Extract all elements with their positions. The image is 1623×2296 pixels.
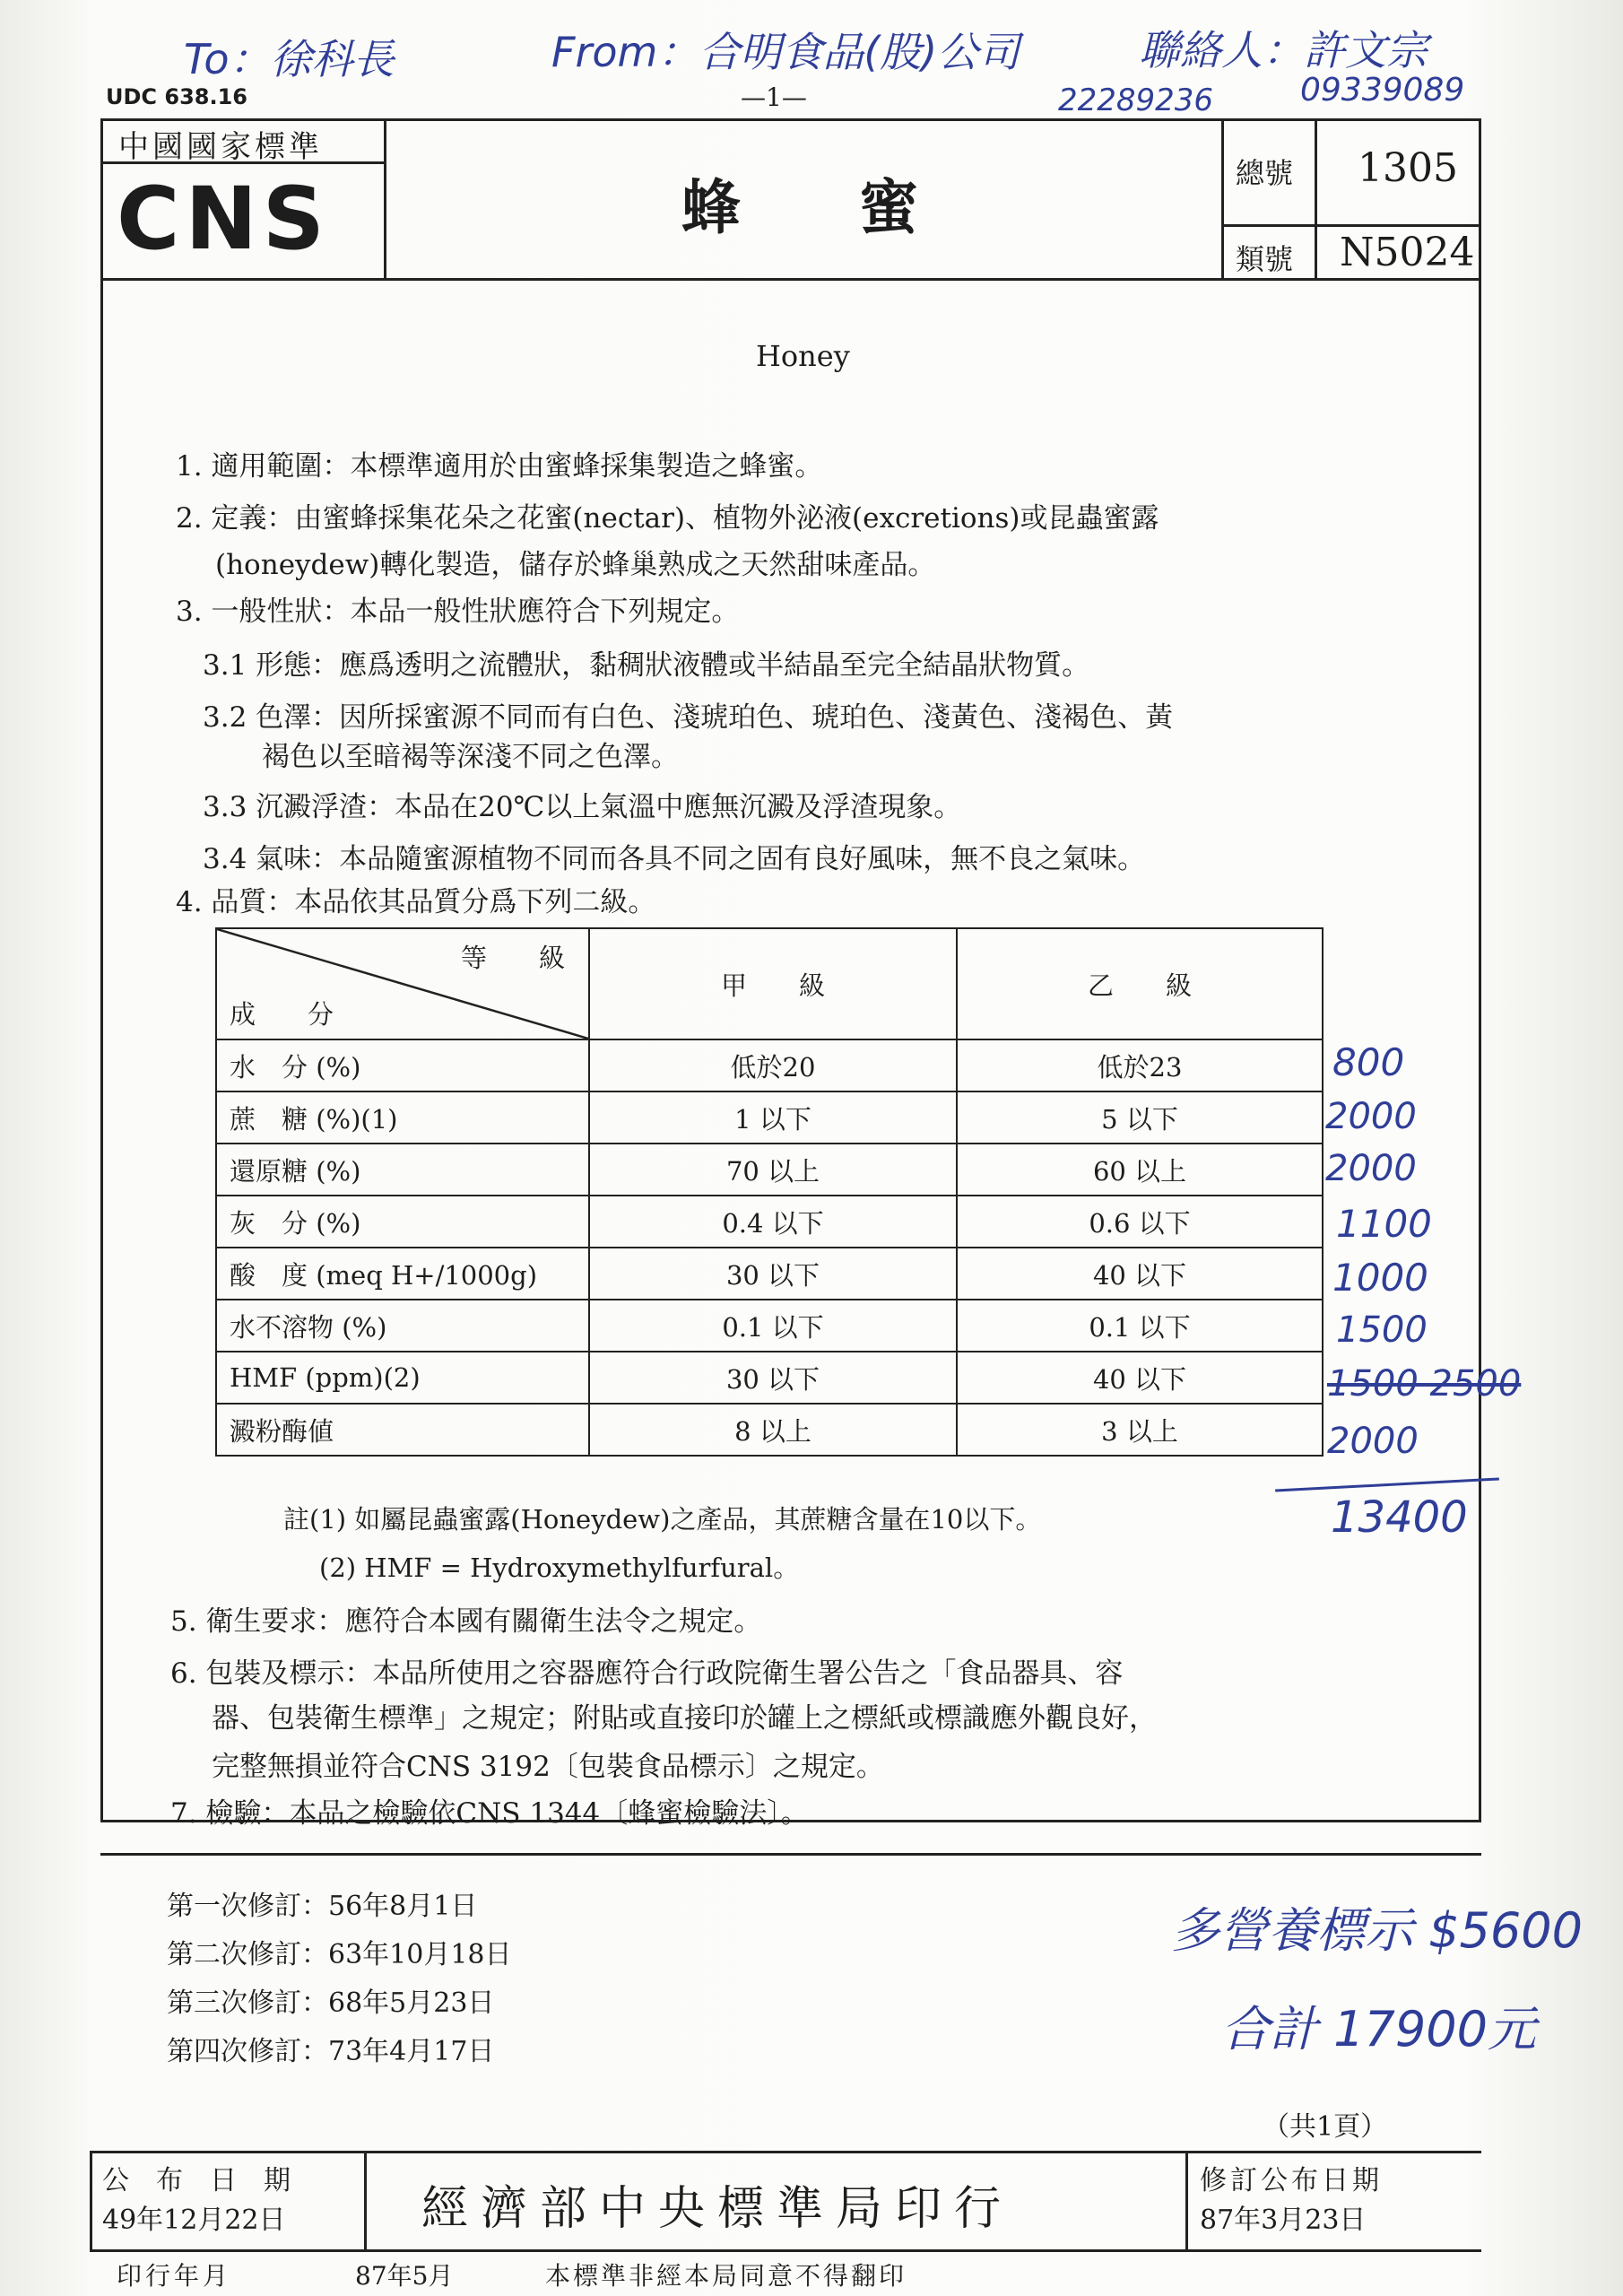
corner-grade-label: 等 級 bbox=[460, 943, 565, 973]
section-7: 7. 檢驗：本品之檢驗依CNS 1344〔蜂蜜檢驗法〕。 bbox=[170, 1797, 809, 1830]
section-1: 1. 適用範圍：本標準適用於由蜜蜂採集製造之蜂蜜。 bbox=[176, 450, 823, 483]
table-row bbox=[216, 1039, 1323, 1091]
table-row bbox=[216, 1196, 1323, 1248]
revision-3: 第三次修訂：68年5月23日 bbox=[167, 1987, 495, 2019]
grade-a-value: 30 以下 bbox=[589, 1352, 957, 1404]
section-4: 4. 品質：本品依其品質分爲下列二級。 bbox=[176, 886, 656, 918]
copyright-notice: 本標準非經本局同意不得翻印 bbox=[545, 2261, 907, 2291]
row-name: 蔗 糖 (%)(1) bbox=[216, 1091, 589, 1144]
handwritten-value: 1500 bbox=[1336, 1309, 1428, 1351]
handwritten-value: 800 bbox=[1332, 1040, 1405, 1084]
row-name: 灰 分 (%) bbox=[216, 1196, 589, 1248]
corner-component-label: 成 分 bbox=[230, 999, 334, 1030]
udc-number: UDC 638.16 bbox=[106, 84, 247, 109]
grade-a-value: 1 以下 bbox=[589, 1091, 957, 1144]
publish-date-label: 公 布 日 期 bbox=[102, 2165, 291, 2196]
row-name: 還原糖 (%) bbox=[216, 1144, 589, 1196]
grade-a-value: 0.1 以下 bbox=[589, 1300, 957, 1352]
grade-a-value: 低於20 bbox=[589, 1039, 957, 1091]
grade-a-value: 0.4 以下 bbox=[589, 1196, 957, 1248]
note-1: 註(1) 如屬昆蟲蜜露(Honeydew)之產品，其蔗糖含量在10以下。 bbox=[283, 1504, 1042, 1535]
handwritten-phone2: 09339089 bbox=[1300, 72, 1465, 109]
class-number-label: 類號 bbox=[1236, 242, 1294, 276]
section-3-3: 3.3 沉澱浮渣：本品在20℃以上氣溫中應無沉澱及浮渣現象。 bbox=[203, 791, 962, 823]
page-number: —1— bbox=[741, 83, 807, 112]
grade-b-value: 5 以下 bbox=[957, 1091, 1323, 1144]
cns-logo: CNS bbox=[117, 169, 330, 269]
section-6: 6. 包裝及標示：本品所使用之容器應符合行政院衛生署公告之「食品器具、容 bbox=[170, 1657, 1124, 1690]
grade-a-header: 甲 級 bbox=[589, 928, 957, 1039]
table-corner-cell bbox=[216, 928, 589, 1039]
table-row bbox=[216, 1091, 1323, 1144]
section-2-cont: (honeydew)轉化製造，儲存於蜂巢熟成之天然甜味產品。 bbox=[215, 549, 936, 581]
quality-table bbox=[215, 927, 1324, 1457]
grade-b-header: 乙 級 bbox=[957, 928, 1323, 1039]
grade-a-value: 30 以下 bbox=[589, 1248, 957, 1300]
english-title: Honey bbox=[756, 339, 850, 373]
publisher: 經濟部中央標準局印行 bbox=[421, 2182, 1014, 2236]
handwritten-value: 1100 bbox=[1336, 1202, 1432, 1246]
row-name: 水 分 (%) bbox=[216, 1039, 589, 1091]
grade-b-value: 低於23 bbox=[957, 1039, 1323, 1091]
handwritten-value: 2000 bbox=[1327, 1421, 1419, 1462]
section-3-1: 3.1 形態：應爲透明之流體狀，黏稠狀液體或半結晶至完全結晶狀物質。 bbox=[203, 649, 1090, 682]
page-count: （共1頁） bbox=[1263, 2111, 1388, 2143]
grade-a-value: 70 以上 bbox=[589, 1144, 957, 1196]
section-6-cont1: 器、包裝衛生標準」之規定；附貼或直接印於罐上之標紙或標識應外觀良好， bbox=[212, 1702, 1157, 1735]
note-2: (2) HMF = Hydroxymethylfurfural。 bbox=[319, 1552, 800, 1583]
table-row bbox=[216, 1248, 1323, 1300]
publish-date: 49年12月22日 bbox=[102, 2205, 286, 2236]
grade-b-value: 0.1 以下 bbox=[957, 1300, 1323, 1352]
handwritten-value: 2000 bbox=[1325, 1148, 1417, 1189]
section-3-2-cont: 褐色以至暗褐等深淺不同之色澤。 bbox=[262, 741, 679, 773]
row-name: HMF (ppm)(2) bbox=[216, 1352, 589, 1404]
section-3-4: 3.4 氣味：本品隨蜜源植物不同而各具不同之固有良好風味，無不良之氣味。 bbox=[203, 843, 1146, 875]
row-name: 澱粉酶値 bbox=[216, 1404, 589, 1456]
section-6-cont2: 完整無損並符合CNS 3192〔包裝食品標示〕之規定。 bbox=[212, 1751, 884, 1783]
grade-b-value: 60 以上 bbox=[957, 1144, 1323, 1196]
grade-a-value: 8 以上 bbox=[589, 1404, 957, 1456]
handwritten-value: 2000 bbox=[1325, 1096, 1417, 1137]
section-3-2: 3.2 色澤：因所採蜜源不同而有白色、淺琥珀色、琥珀色、淺黃色、淺褐色、黃 bbox=[203, 701, 1174, 734]
handwritten-contact: 聯絡人：許文宗 bbox=[1139, 26, 1428, 74]
revise-date-label: 修訂公布日期 bbox=[1200, 2165, 1383, 2196]
print-date-label: 印行年月 bbox=[117, 2261, 232, 2291]
section-5: 5. 衛生要求：應符合本國有關衛生法令之規定。 bbox=[170, 1605, 762, 1638]
handwritten-from: From：合明食品(股)公司 bbox=[551, 28, 1020, 76]
print-date: 87年5月 bbox=[355, 2261, 454, 2291]
row-name: 水不溶物 (%) bbox=[216, 1300, 589, 1352]
grade-b-value: 0.6 以下 bbox=[957, 1196, 1323, 1248]
document-title: 蜂 蜜 bbox=[681, 172, 918, 242]
row-name: 酸 度 (meq H+/1000g) bbox=[216, 1248, 589, 1300]
grade-b-value: 40 以下 bbox=[957, 1248, 1323, 1300]
total-number: 1305 bbox=[1358, 145, 1458, 191]
revise-date: 87年3月23日 bbox=[1200, 2205, 1367, 2236]
handwritten-phone1: 22289236 bbox=[1058, 83, 1214, 118]
total-number-label: 總號 bbox=[1236, 156, 1294, 190]
grade-b-value: 3 以上 bbox=[957, 1404, 1323, 1456]
revision-2: 第二次修訂：63年10月18日 bbox=[167, 1939, 512, 1970]
national-standard-label: 中國國家標準 bbox=[118, 129, 323, 165]
section-3: 3. 一般性狀：本品一般性狀應符合下列規定。 bbox=[176, 596, 740, 628]
grade-b-value: 40 以下 bbox=[957, 1352, 1323, 1404]
handwritten-value: 1000 bbox=[1332, 1256, 1428, 1300]
section-2: 2. 定義：由蜜蜂採集花朵之花蜜(nectar)、植物外泌液(excretions)或昆蟲蜜露 bbox=[176, 502, 1159, 535]
handwritten-note-1: 多營養標示 $5600 bbox=[1171, 1902, 1583, 1959]
revision-1: 第一次修訂：56年8月1日 bbox=[167, 1891, 478, 1922]
table-row bbox=[216, 1404, 1323, 1456]
revision-4: 第四次修訂：73年4月17日 bbox=[167, 2036, 495, 2067]
handwritten-value: 1500 2500 bbox=[1327, 1363, 1522, 1405]
handwritten-note-2: 合計 17900元 bbox=[1221, 2001, 1536, 2057]
handwritten-to: To：徐科長 bbox=[184, 35, 395, 83]
class-number: N5024 bbox=[1340, 230, 1475, 275]
table-row bbox=[216, 1300, 1323, 1352]
table-row bbox=[216, 1144, 1323, 1196]
table-row bbox=[216, 1352, 1323, 1404]
handwritten-total: 13400 bbox=[1331, 1492, 1468, 1543]
